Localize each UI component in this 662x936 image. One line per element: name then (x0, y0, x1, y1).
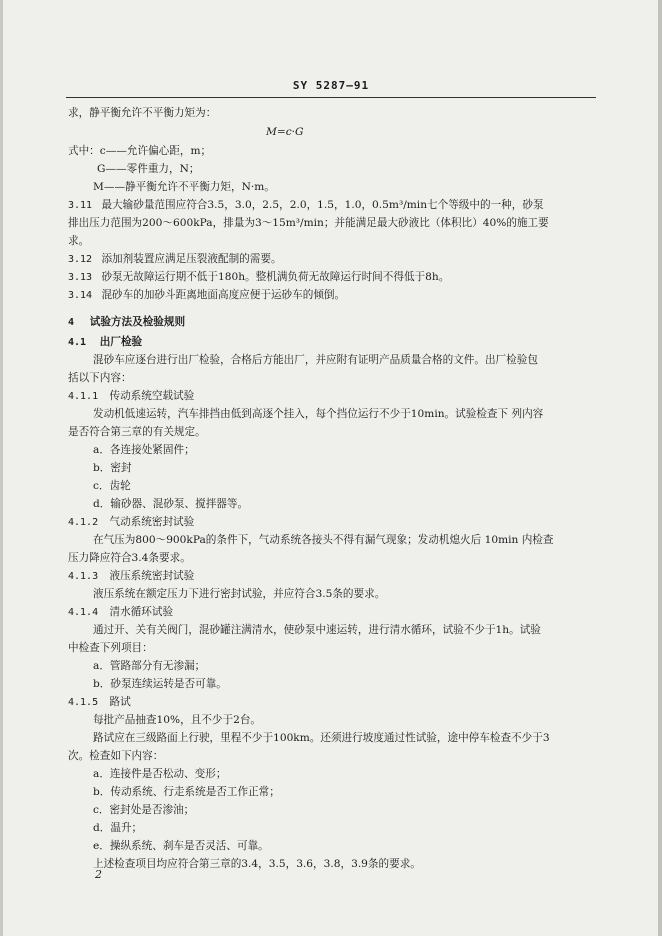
list-item: a．各连接处紧固件； (93, 444, 195, 456)
text-line: 发动机低速运转，汽车排挡由低到高逐个挂入，每个挡位运行不少于10min。试验检查下 列内容 (93, 408, 544, 420)
scan-edge-right (658, 0, 662, 936)
clause-heading-4-1 (68, 335, 142, 350)
text-line: 液压系统在额定压力下进行密封试验，并应符合3.5条的要求。 (93, 588, 386, 600)
list-item: a．管路部分有无渗漏； (93, 660, 206, 672)
clause-title: 路试 (109, 696, 131, 708)
text-line: 每批产品抽查10%，且不少于2台。 (93, 714, 262, 726)
list-item: d．输砂器、混砂泵、搅拌器等。 (93, 498, 249, 510)
text-line: 路试应在三级路面上行驶，里程不少于100km。还须进行坡度通过性试验，途中停车检查不少于3 (93, 732, 550, 744)
text-line: 在气压为800～900kPa的条件下，气动系统各接头不得有漏气现象；发动机熄火后 10min 内检查 (93, 534, 554, 546)
list-item: a．连接件是否松动、变形； (93, 768, 227, 780)
clause-heading-4-1-3 (68, 569, 194, 584)
text-line: G——零件重力，N； (97, 163, 200, 175)
text-line: 式中：c——允许偏心距，m； (68, 145, 212, 157)
clause-number: 4.1.1 (68, 391, 99, 402)
clause-3-13 (68, 270, 449, 285)
standard-code-header: SY 5287—91 (292, 79, 370, 92)
text-line: 混砂车应逐台进行出厂检验，合格后方能出厂，并应附有证明产品质量合格的文件。出厂检验包 (93, 354, 538, 366)
text-line: 排出压力范围为200～600kPa，排量为3～15m³/min；并能满足最大砂液比（体积比）40%的施工要 (68, 217, 549, 229)
text-line: M——静平衡允许不平衡力矩，N·m。 (93, 181, 275, 193)
section-title: 试验方法及检验规则 (89, 316, 186, 328)
list-item: c．齿轮 (93, 480, 131, 492)
text-line: 通过开、关有关阀门，混砂罐注满清水，使砂泵中速运转，进行清水循环，试验不少于1h。试验 (93, 624, 541, 636)
clause-heading-4-1-4 (68, 605, 173, 620)
clause-title: 传动系统空载试验 (109, 390, 195, 402)
clause-number: 4.1.3 (68, 571, 99, 582)
clause-text: 砂泵无故障运行期不低于180h。整机满负荷无故障运行时间不得低于8h。 (101, 271, 450, 283)
clause-number: 4.1 (68, 337, 87, 348)
clause-text: 混砂车的加砂斗距离地面高度应便于运砂车的倾倒。 (101, 289, 346, 301)
clause-number: 3.14 (68, 290, 93, 301)
clause-title: 清水循环试验 (109, 606, 174, 618)
list-item: c．密封处是否渗油； (93, 804, 195, 816)
text-line: 求，静平衡允许不平衡力矩为： (68, 107, 217, 119)
clause-number: 4.1.2 (68, 517, 99, 528)
list-item: b．密封 (93, 462, 132, 474)
text-line: 求。 (68, 235, 90, 247)
clause-heading-4-1-2 (68, 515, 194, 530)
section-heading-4 (68, 315, 185, 330)
page-number: 2 (95, 868, 102, 881)
clause-3-11 (68, 198, 544, 213)
clause-title: 液压系统密封试验 (109, 570, 195, 582)
list-item: b．砂泵连续运转是否可靠。 (93, 678, 227, 690)
clause-title: 气动系统密封试验 (109, 516, 195, 528)
text-line: 中检查下列项目： (68, 642, 153, 654)
clause-number: 3.12 (68, 254, 93, 265)
text-line: 压力降应符合3.4条要求。 (68, 552, 191, 564)
scan-edge-left (0, 0, 3, 936)
list-item: d．温升； (93, 822, 143, 834)
text-line: 次。检查如下内容： (68, 750, 164, 762)
clause-heading-4-1-5 (68, 695, 131, 710)
list-item: e．操纵系统、刹车是否灵活、可靠。 (93, 840, 269, 852)
clause-number: 3.11 (68, 200, 93, 211)
header-rule (66, 97, 596, 98)
clause-3-14 (68, 288, 345, 303)
clause-number: 4.1.4 (68, 607, 99, 618)
section-number: 4 (68, 317, 75, 328)
clause-3-12 (68, 252, 282, 267)
text-line: 括以下内容： (68, 372, 132, 384)
text-line: 是否符合第三章的有关规定。 (68, 426, 206, 438)
clause-title: 出厂检验 (99, 336, 143, 348)
text-line: 上述检查项目均应符合第三章的3.4，3.5，3.6，3.8，3.9条的要求。 (93, 858, 421, 870)
clause-text: 最大输砂量范围应符合3.5，3.0，2.5，2.0，1.5，1.0，0.5m³/min七个等级中的一种，砂泵 (101, 199, 544, 211)
clause-number: 4.1.5 (68, 697, 99, 708)
clause-number: 3.13 (68, 272, 93, 283)
list-item: b．传动系统、行走系统是否工作正常； (93, 786, 280, 798)
clause-heading-4-1-1 (68, 389, 194, 404)
formula: M=c·G (266, 126, 304, 138)
clause-text: 添加剂装置应满足压裂液配制的需要。 (101, 253, 282, 265)
